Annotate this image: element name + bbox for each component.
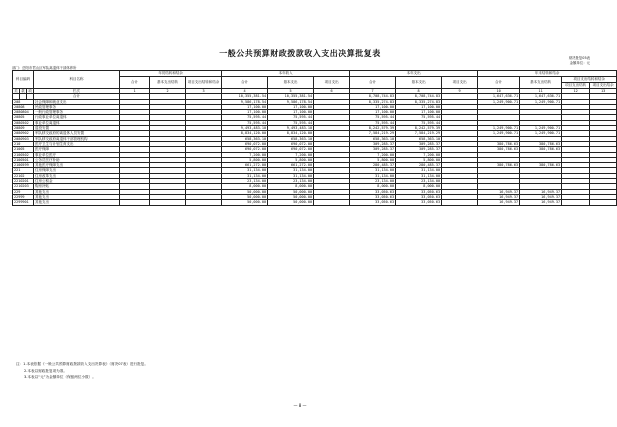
empty-cell <box>562 200 590 205</box>
income-basic: 661,272.00 <box>268 163 314 168</box>
closing-basic: 380,786.63 <box>520 141 562 146</box>
expense-basic: 8,335,274.83 <box>396 99 442 104</box>
income-total: 9,586,178.54 <box>222 99 268 104</box>
col-lei: 类 <box>14 89 18 93</box>
closing-basic: 1,249,900.71 <box>520 126 562 131</box>
footnote: 3.本表以“元”为金额单位（保留两位小数）。 <box>24 375 96 380</box>
subject-name: 公务员医疗补助 <box>34 157 120 162</box>
closing-total: 1,249,900.71 <box>478 126 520 131</box>
income-total: 8,834,120.00 <box>222 131 268 136</box>
income-total: 50,000.00 <box>222 189 268 194</box>
expense-basic: 17,100.00 <box>396 104 442 109</box>
expense-basic: 33,050.63 <box>396 200 442 205</box>
expense-basic: 7,584,219.29 <box>396 131 442 136</box>
col-income-project: 项目支出 <box>314 77 350 89</box>
subject-code: 2210201 <box>13 179 34 184</box>
subject-code-header: 科目编码 <box>13 71 34 89</box>
income-total: 9,493,483.10 <box>222 126 268 131</box>
closing-basic: 380,786.63 <box>520 163 562 168</box>
col-closing-basic: 基本支出结转 <box>520 77 562 89</box>
income-basic: 690,072.00 <box>268 147 314 152</box>
col-number: 10 <box>478 89 520 94</box>
income-total: 75,595.44 <box>222 120 268 125</box>
expense-basic: 23,134.00 <box>396 179 442 184</box>
income-basic: 17,100.00 <box>268 104 314 109</box>
subject-name: 退役安置 <box>34 126 120 131</box>
income-basic: 17,100.00 <box>268 110 314 115</box>
footnotes <box>16 361 148 381</box>
col-number: 13 <box>590 89 617 94</box>
col-number: 3 <box>186 89 222 94</box>
expense-total: 8,242,579.39 <box>350 126 396 131</box>
col-closing-project-carry: 项目支出结转 <box>562 83 590 89</box>
total-expense: 8,708,744.83 <box>350 94 396 99</box>
income-total: 17,100.00 <box>222 110 268 115</box>
subject-name: 其他支出 <box>34 200 120 205</box>
subject-name: 住房改革支出 <box>34 173 120 178</box>
closing-basic: 16,949.37 <box>520 200 562 205</box>
total-income: 10,355,381.54 <box>222 94 268 99</box>
expense-total: 7,200.00 <box>350 152 396 157</box>
unit-label: 金额单位：元 <box>569 61 590 65</box>
subject-name: 医疗保障 <box>34 147 120 152</box>
closing-basic: 16,949.37 <box>520 189 562 194</box>
subject-name: 其他医疗保障支出 <box>34 163 120 168</box>
col-number: 8 <box>396 89 442 94</box>
total-closing-basic: 1,647,636.71 <box>520 94 562 99</box>
col-number: 2 <box>150 89 186 94</box>
income-basic: 658,363.10 <box>268 136 314 141</box>
col-number: 6 <box>314 89 350 94</box>
expense-total: 31,134.00 <box>350 173 396 178</box>
expense-basic: 75,595.44 <box>396 120 442 125</box>
expense-basic: 31,134.00 <box>396 173 442 178</box>
income-basic: 31,134.00 <box>268 173 314 178</box>
col-index-label: 栏次 <box>34 89 120 94</box>
col-opening-basic: 基本支出结转 <box>150 77 186 89</box>
income-basic: 31,134.00 <box>268 168 314 173</box>
empty-cell <box>314 200 350 205</box>
col-opening-total: 合计 <box>120 77 150 89</box>
empty-cell <box>442 200 478 205</box>
expense-total: 309,285.37 <box>350 141 396 146</box>
income-basic: 8,000.00 <box>268 184 314 189</box>
expense-total: 658,363.10 <box>350 136 396 141</box>
subject-name: 住房公积金 <box>34 179 120 184</box>
expense-total: 309,285.37 <box>350 147 396 152</box>
closing-total: 16,949.37 <box>478 189 520 194</box>
subject-code: 2080804 <box>13 110 34 115</box>
subject-name: 购房补贴 <box>34 184 120 189</box>
expense-basic: 7,200.00 <box>396 152 442 157</box>
income-basic: 690,072.00 <box>268 141 314 146</box>
subject-code: 20805 <box>13 115 34 120</box>
expense-basic: 75,595.44 <box>396 115 442 120</box>
col-closing-total: 合计 <box>478 77 520 89</box>
closing-total: 380,786.63 <box>478 141 520 146</box>
col-kuan: 款 <box>21 89 25 93</box>
subject-name: 一般行政管理事务 <box>34 110 120 115</box>
income-total: 17,100.00 <box>222 104 268 109</box>
income-basic: 7,200.00 <box>268 152 314 157</box>
expense-basic: 17,100.00 <box>396 110 442 115</box>
expense-basic: 33,050.63 <box>396 194 442 199</box>
expense-total: 75,595.44 <box>350 115 396 120</box>
subject-code: 210 <box>13 141 34 146</box>
expense-basic: 280,485.37 <box>396 163 442 168</box>
income-total: 661,272.00 <box>222 163 268 168</box>
col-number: 1 <box>120 89 150 94</box>
closing-total: 380,786.63 <box>478 147 520 152</box>
subject-code: 2100501 <box>13 157 34 162</box>
empty-cell <box>150 200 186 205</box>
expense-total: 31,134.00 <box>350 168 396 173</box>
expense-total: 33,050.63 <box>350 194 396 199</box>
closing-total: 16,949.37 <box>478 200 520 205</box>
empty-cell <box>120 200 150 205</box>
income-total: 31,134.00 <box>222 168 268 173</box>
col-xiang: 项 <box>28 89 32 93</box>
expense-total: 8,335,274.83 <box>350 99 396 104</box>
subject-name: 行政事业单位离退休 <box>34 115 120 120</box>
col-expense-total: 合计 <box>350 77 396 89</box>
budget-table <box>12 70 617 206</box>
expense-basic: 658,363.10 <box>396 136 442 141</box>
expense-basic: 5,800.00 <box>396 157 442 162</box>
income-total: 658,363.10 <box>222 136 268 141</box>
col-expense-basic: 基本支出 <box>396 77 442 89</box>
total-income-basic: 10,355,381.54 <box>268 94 314 99</box>
income-basic: 5,800.00 <box>268 157 314 162</box>
col-income-basic: 基本支出 <box>268 77 314 89</box>
total-label: 合计 <box>34 94 120 99</box>
income-total: 5,800.00 <box>222 157 268 162</box>
income-basic: 9,493,483.10 <box>268 126 314 131</box>
income-total: 31,134.00 <box>222 173 268 178</box>
expense-total: 17,100.00 <box>350 104 396 109</box>
subject-code: 22102 <box>13 173 34 178</box>
subject-name: 事业单位离退休 <box>34 120 120 125</box>
page-title: 一般公共预算财政拨款收入支出决算批复表 <box>219 49 381 58</box>
income-basic: 50,000.00 <box>268 194 314 199</box>
col-number: 12 <box>562 89 590 94</box>
department-label: 部门：岳阳市君山区军队离退休干部休养所 <box>12 66 77 70</box>
income-total: 7,200.00 <box>222 152 268 157</box>
subject-name: 民政管理事务 <box>34 104 120 109</box>
income-basic: 50,000.00 <box>268 189 314 194</box>
expense-total: 280,485.37 <box>350 163 396 168</box>
expense-total: 17,100.00 <box>350 110 396 115</box>
expense-basic: 8,242,579.39 <box>396 126 442 131</box>
expense-header: 本年支出 <box>350 71 478 77</box>
page-number: — 8 — <box>293 403 307 408</box>
subject-name: 事业单位医疗 <box>34 152 120 157</box>
subject-code: 2080902 <box>13 131 34 136</box>
expense-basic: 33,050.63 <box>396 189 442 194</box>
income-basic: 8,834,120.00 <box>268 131 314 136</box>
table-row <box>13 200 617 205</box>
footnote: 2.本表以财政批复项为准。 <box>24 368 67 373</box>
subject-code: 20809 <box>13 126 34 131</box>
expense-total: 23,134.00 <box>350 179 396 184</box>
expense-basic: 309,285.37 <box>396 147 442 152</box>
total-expense-basic: 8,708,744.83 <box>396 94 442 99</box>
form-info <box>569 56 590 66</box>
closing-project-header: 项目支出结转和结余 <box>562 77 617 83</box>
closing-balance-header: 年末结转和结余 <box>478 71 617 77</box>
subject-name: 社会保障和就业支出 <box>34 99 120 104</box>
closing-total: 1,249,900.71 <box>478 99 520 104</box>
closing-basic: 380,786.63 <box>520 147 562 152</box>
expense-total: 7,584,219.29 <box>350 131 396 136</box>
expense-total: 33,050.63 <box>350 200 396 205</box>
income-basic: 23,134.00 <box>268 179 314 184</box>
expense-basic: 309,285.37 <box>396 141 442 146</box>
col-closing-project-surplus: 项目支出结余 <box>590 83 617 89</box>
income-total: 690,072.00 <box>222 147 268 152</box>
expense-basic: 31,134.00 <box>396 168 442 173</box>
expense-total: 75,595.44 <box>350 120 396 125</box>
col-number: 5 <box>268 89 314 94</box>
income-basic: 50,000.00 <box>268 200 314 205</box>
subject-code: 2100599 <box>13 163 34 168</box>
subject-name: 军队移交政府离退休干部管理机构 <box>34 136 120 141</box>
income-total: 8,000.00 <box>222 184 268 189</box>
subject-name: 住房保障支出 <box>34 168 120 173</box>
opening-balance-header: 年初结转和结余 <box>120 71 222 77</box>
expense-total: 8,000.00 <box>350 184 396 189</box>
subject-code: 22999 <box>13 194 34 199</box>
subject-code: 20808 <box>13 104 34 109</box>
income-total: 75,595.44 <box>222 115 268 120</box>
col-number: 4 <box>222 89 268 94</box>
subject-code: 2210203 <box>13 184 34 189</box>
total-closing: 1,647,636.71 <box>478 94 520 99</box>
expense-total: 5,800.00 <box>350 157 396 162</box>
col-number: 9 <box>442 89 478 94</box>
income-header: 本年收入 <box>222 71 350 77</box>
closing-basic: 1,249,900.71 <box>520 99 562 104</box>
col-number: 11 <box>520 89 562 94</box>
subject-code: 221 <box>13 168 34 173</box>
footnote: 注：1.本表依据《一般公共预算财政拨款收入支出决算表》（财决07表）进行批复。 <box>16 362 148 366</box>
income-total: 23,134.00 <box>222 179 268 184</box>
col-opening-project: 项目支出结转和结余 <box>186 77 222 89</box>
closing-total: 16,949.37 <box>478 194 520 199</box>
expense-basic: 8,000.00 <box>396 184 442 189</box>
subject-name-header: 科目名称 <box>34 71 120 89</box>
empty-cell <box>186 200 222 205</box>
income-basic: 75,595.44 <box>268 120 314 125</box>
table-body <box>13 99 617 205</box>
expense-total: 33,050.63 <box>350 189 396 194</box>
subject-name: 其他支出 <box>34 189 120 194</box>
col-expense-project: 项目支出 <box>442 77 478 89</box>
subject-code: 2080502 <box>13 120 34 125</box>
closing-total: 380,786.63 <box>478 163 520 168</box>
subject-name: 其他支出 <box>34 194 120 199</box>
income-total: 50,000.00 <box>222 200 268 205</box>
subject-name: 医疗卫生与计划生育支出 <box>34 141 120 146</box>
form-number: 财决批复05表 <box>568 56 590 60</box>
closing-basic: 16,949.37 <box>520 194 562 199</box>
subject-code: 2299901 <box>13 200 34 205</box>
income-basic: 75,595.44 <box>268 115 314 120</box>
subject-code: 21005 <box>13 147 34 152</box>
col-income-total: 合计 <box>222 77 268 89</box>
subject-code: 2080903 <box>13 136 34 141</box>
income-basic: 9,586,178.54 <box>268 99 314 104</box>
subject-name: 军队移交政府的离退休人员安置 <box>34 131 120 136</box>
col-number: 7 <box>350 89 396 94</box>
empty-cell <box>590 200 617 205</box>
closing-basic: 1,249,900.71 <box>520 131 562 136</box>
subject-code: 229 <box>13 189 34 194</box>
income-total: 50,000.00 <box>222 194 268 199</box>
subject-code: 2100502 <box>13 152 34 157</box>
income-total: 690,072.00 <box>222 141 268 146</box>
closing-total: 1,249,900.71 <box>478 131 520 136</box>
subject-code: 208 <box>13 99 34 104</box>
